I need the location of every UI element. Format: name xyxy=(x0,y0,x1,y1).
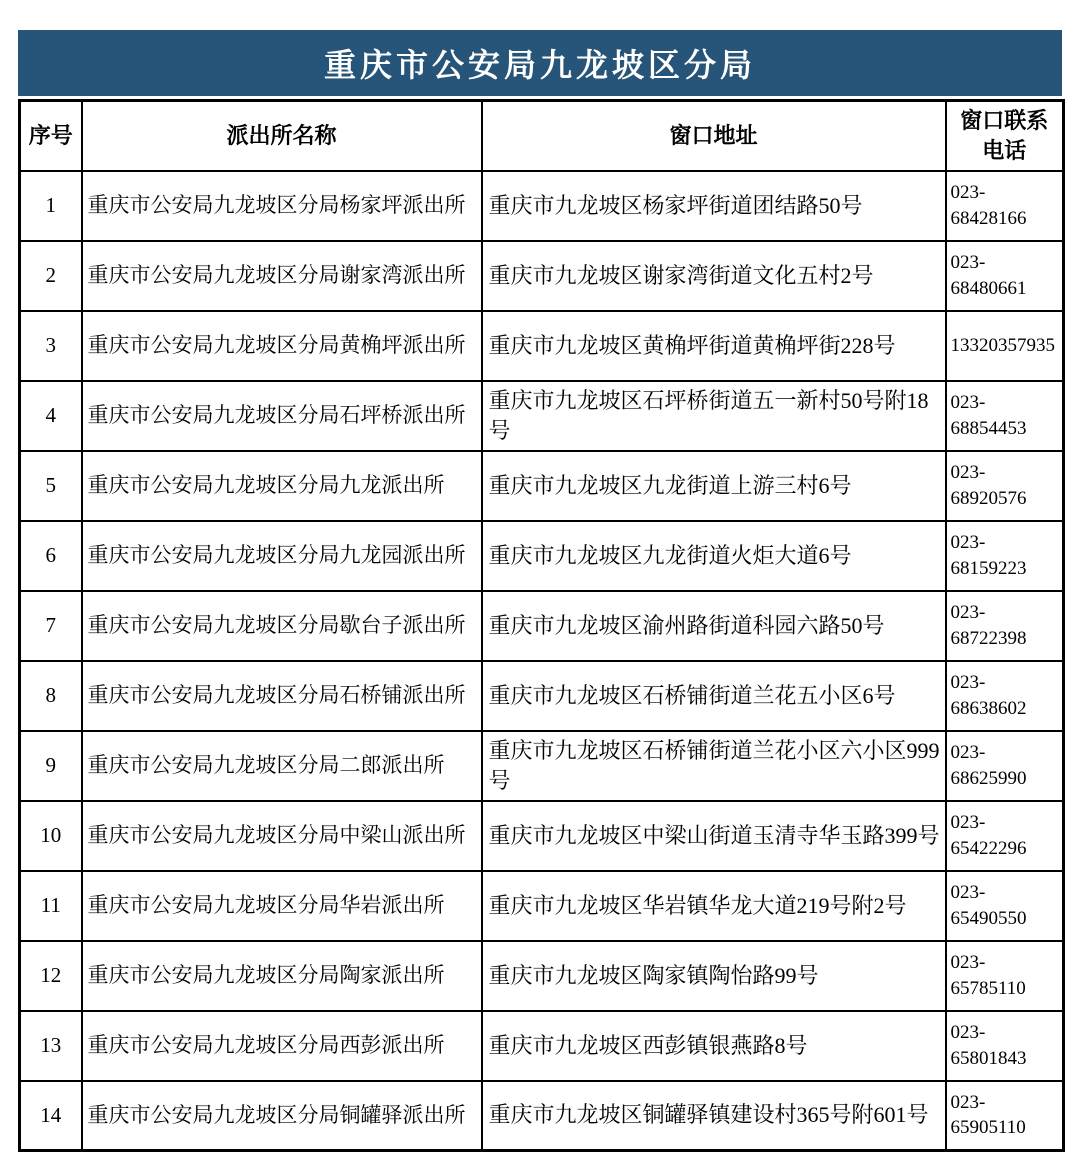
table-row xyxy=(20,661,1064,731)
table-row xyxy=(20,381,1064,451)
station-name: 重庆市公安局九龙坡区分局华岩派出所 xyxy=(82,871,482,941)
page-title: 重庆市公安局九龙坡区分局 xyxy=(323,47,756,83)
row-index: 14 xyxy=(20,1081,82,1151)
station-name: 重庆市公安局九龙坡区分局歇台子派出所 xyxy=(82,591,482,661)
row-index: 12 xyxy=(20,941,82,1011)
station-phone: 023-65490550 xyxy=(946,871,1064,941)
row-index: 2 xyxy=(20,241,82,311)
station-name: 重庆市公安局九龙坡区分局黄桷坪派出所 xyxy=(82,311,482,381)
table-row xyxy=(20,941,1064,1011)
station-name: 重庆市公安局九龙坡区分局杨家坪派出所 xyxy=(82,171,482,241)
table-row xyxy=(20,591,1064,661)
station-address: 重庆市九龙坡区渝州路街道科园六路50号 xyxy=(482,591,946,661)
page-title-banner xyxy=(18,30,1062,96)
station-name: 重庆市公安局九龙坡区分局铜罐驿派出所 xyxy=(82,1081,482,1151)
row-index: 3 xyxy=(20,311,82,381)
station-name: 重庆市公安局九龙坡区分局谢家湾派出所 xyxy=(82,241,482,311)
station-phone: 023-65801843 xyxy=(946,1011,1064,1081)
table-row xyxy=(20,241,1064,311)
station-address: 重庆市九龙坡区九龙街道上游三村6号 xyxy=(482,451,946,521)
row-index: 4 xyxy=(20,381,82,451)
table-row xyxy=(20,731,1064,801)
station-phone: 023-68625990 xyxy=(946,731,1064,801)
table-row xyxy=(20,801,1064,871)
station-address: 重庆市九龙坡区黄桷坪街道黄桷坪街228号 xyxy=(482,311,946,381)
station-name: 重庆市公安局九龙坡区分局九龙派出所 xyxy=(82,451,482,521)
row-index: 11 xyxy=(20,871,82,941)
table-header-row xyxy=(20,101,1064,171)
station-name: 重庆市公安局九龙坡区分局石坪桥派出所 xyxy=(82,381,482,451)
station-address: 重庆市九龙坡区石桥铺街道兰花小区六小区999号 xyxy=(482,731,946,801)
station-address: 重庆市九龙坡区杨家坪街道团结路50号 xyxy=(482,171,946,241)
station-phone: 023-68854453 xyxy=(946,381,1064,451)
station-name: 重庆市公安局九龙坡区分局陶家派出所 xyxy=(82,941,482,1011)
station-name: 重庆市公安局九龙坡区分局二郎派出所 xyxy=(82,731,482,801)
station-name: 重庆市公安局九龙坡区分局九龙园派出所 xyxy=(82,521,482,591)
station-address: 重庆市九龙坡区陶家镇陶怡路99号 xyxy=(482,941,946,1011)
station-address: 重庆市九龙坡区铜罐驿镇建设村365号附601号 xyxy=(482,1081,946,1151)
row-index: 6 xyxy=(20,521,82,591)
header-index: 序号 xyxy=(20,101,82,171)
header-window-address: 窗口地址 xyxy=(482,101,946,171)
station-phone: 023-68638602 xyxy=(946,661,1064,731)
station-phone: 023-68920576 xyxy=(946,451,1064,521)
table-row xyxy=(20,521,1064,591)
station-phone: 023-65785110 xyxy=(946,941,1064,1011)
station-phone: 13320357935 xyxy=(946,311,1064,381)
station-phone: 023-65422296 xyxy=(946,801,1064,871)
table-row xyxy=(20,451,1064,521)
row-index: 9 xyxy=(20,731,82,801)
table-row xyxy=(20,871,1064,941)
table-row xyxy=(20,1011,1064,1081)
row-index: 5 xyxy=(20,451,82,521)
station-name: 重庆市公安局九龙坡区分局石桥铺派出所 xyxy=(82,661,482,731)
table-row xyxy=(20,311,1064,381)
row-index: 10 xyxy=(20,801,82,871)
station-phone: 023-68159223 xyxy=(946,521,1064,591)
station-address: 重庆市九龙坡区九龙街道火炬大道6号 xyxy=(482,521,946,591)
station-address: 重庆市九龙坡区石坪桥街道五一新村50号附18号 xyxy=(482,381,946,451)
station-phone: 023-68428166 xyxy=(946,171,1064,241)
station-address: 重庆市九龙坡区谢家湾街道文化五村2号 xyxy=(482,241,946,311)
station-address: 重庆市九龙坡区西彭镇银燕路8号 xyxy=(482,1011,946,1081)
header-contact-phone: 窗口联系电话 xyxy=(946,101,1064,171)
table-row xyxy=(20,171,1064,241)
table-body xyxy=(20,171,1064,1151)
station-phone: 023-68480661 xyxy=(946,241,1064,311)
station-name: 重庆市公安局九龙坡区分局西彭派出所 xyxy=(82,1011,482,1081)
station-address: 重庆市九龙坡区中梁山街道玉清寺华玉路399号 xyxy=(482,801,946,871)
header-station-name: 派出所名称 xyxy=(82,101,482,171)
row-index: 1 xyxy=(20,171,82,241)
station-name: 重庆市公安局九龙坡区分局中梁山派出所 xyxy=(82,801,482,871)
row-index: 13 xyxy=(20,1011,82,1081)
station-address: 重庆市九龙坡区华岩镇华龙大道219号附2号 xyxy=(482,871,946,941)
station-address: 重庆市九龙坡区石桥铺街道兰花五小区6号 xyxy=(482,661,946,731)
row-index: 7 xyxy=(20,591,82,661)
station-phone: 023-68722398 xyxy=(946,591,1064,661)
station-phone: 023-65905110 xyxy=(946,1081,1064,1151)
table-row xyxy=(20,1081,1064,1151)
row-index: 8 xyxy=(20,661,82,731)
police-station-table xyxy=(18,99,1065,1152)
